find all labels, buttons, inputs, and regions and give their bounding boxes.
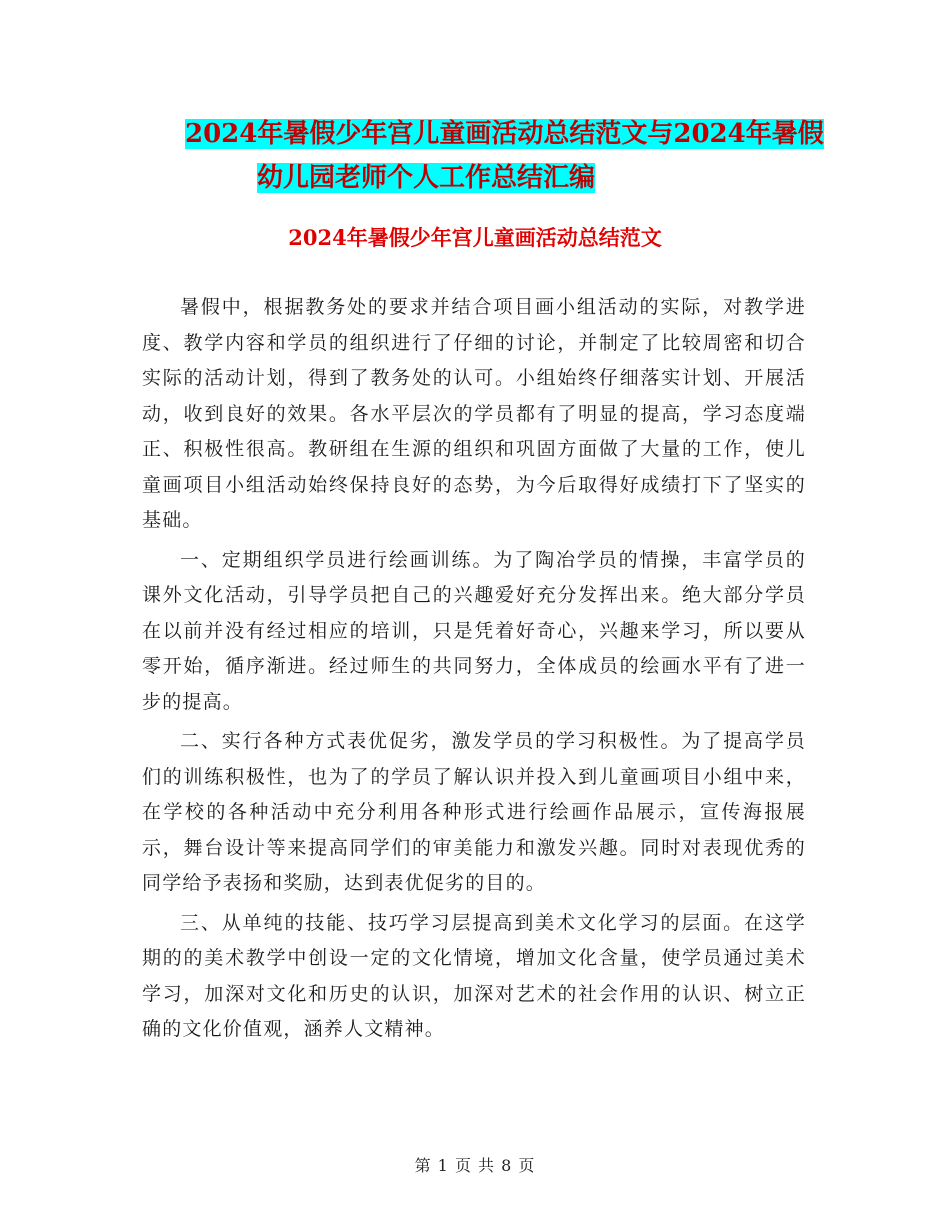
page-number-label: 第 1 页 共 8 页 xyxy=(414,1156,536,1175)
document-title xyxy=(185,112,825,200)
page-footer xyxy=(0,1155,950,1177)
title-line-2: 幼儿园老师个人工作总结汇编 xyxy=(257,163,596,193)
paragraph-3: 三、从单纯的技能、技巧学习层提高到美术文化学习的层面。在这学期的的美术教学中创设一定的文化情境，增加文化含量，使学员通过美术学习，加深对文化和历史的认识，加深对艺术的社会作用的认识、树立正确的文化价值观，涵养人文精神。 xyxy=(142,911,806,1040)
paragraph-2: 二、实行各种方式表优促劣，激发学员的学习积极性。为了提高学员们的训练积极性，也为了的学员了解认识并投入到儿童画项目小组中来，在学校的各种活动中充分利用各种形式进行绘画作品展示，宣传海报展示，舞台设计等来提高同学们的审美能力和激发兴趣。同时对表现优秀的同学给予表扬和奖励，达到表优促劣的目的。 xyxy=(142,730,806,894)
section-title: 2024年暑假少年宫儿童画活动总结范文 xyxy=(288,225,662,250)
paragraph-1: 一、定期组织学员进行绘画训练。为了陶冶学员的情操，丰富学员的课外文化活动，引导学员把自己的兴趣爱好充分发挥出来。绝大部分学员在以前并没有经过相应的培训，只是凭着好奇心，兴趣来学习，所以要从零开始，循序渐进。经过师生的共同努力，全体成员的绘画水平有了进一步的提高。 xyxy=(142,548,806,713)
body-text xyxy=(142,290,806,1052)
title-line-1: 2024年暑假少年宫儿童画活动总结范文与2024年暑假 xyxy=(185,119,824,149)
paragraph-intro: 暑假中，根据教务处的要求并结合项目画小组活动的实际，对教学进度、教学内容和学员的组织进行了仔细的讨论，并制定了比较周密和切合实际的活动计划，得到了教务处的认可。小组始终仔细落实计划、开展活动，收到良好的效果。各水平层次的学员都有了明显的提高，学习态度端正、积极性很高。教研组在生源的组织和巩固方面做了大量的工作，使儿童画项目小组活动始终保持良好的态势，为今后取得好成绩打下了坚实的基础。 xyxy=(142,296,806,531)
